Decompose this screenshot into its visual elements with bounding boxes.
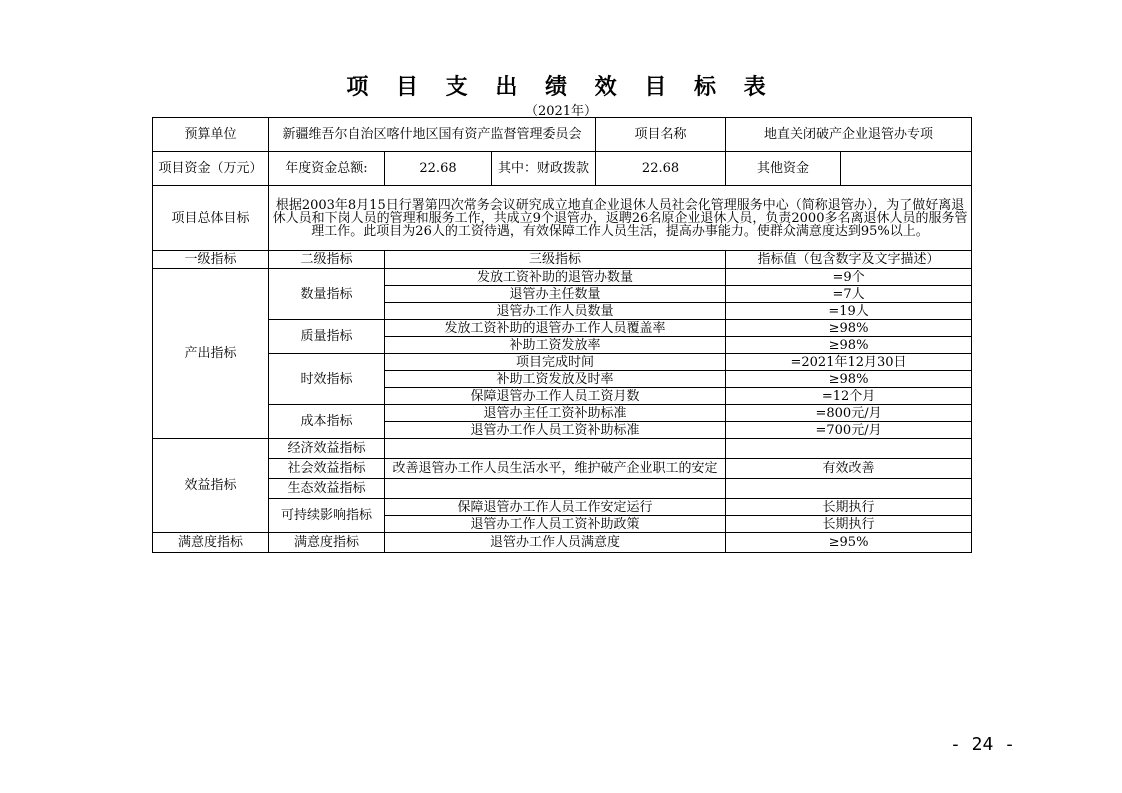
row-name: 项目完成时间	[385, 354, 726, 371]
row-value: ≥98%	[726, 337, 972, 354]
row-value: =19人	[726, 303, 972, 320]
row-name: 发放工资补助的退管办工作人员覆盖率	[385, 320, 726, 337]
page-number: - 24 -	[950, 734, 1016, 755]
group-satisfaction: 满意度指标	[153, 533, 269, 553]
performance-target-table	[152, 117, 972, 553]
row-value: ≥98%	[726, 320, 972, 337]
level2-sustainable: 可持续影响指标	[269, 499, 385, 533]
header-level3: 三级指标	[385, 251, 726, 269]
goal-label: 项目总体目标	[153, 186, 269, 251]
level2-satisfaction: 满意度指标	[269, 533, 385, 553]
table-row	[153, 354, 972, 371]
table-row	[153, 533, 972, 553]
row-value: ≥98%	[726, 371, 972, 388]
row-name	[385, 439, 726, 459]
table-row	[153, 479, 972, 499]
year-label: （2021年）	[524, 104, 598, 119]
project-name-label: 项目名称	[596, 118, 726, 152]
budget-unit-label: 预算单位	[153, 118, 269, 152]
table-row	[153, 320, 972, 337]
row-name: 发放工资补助的退管办数量	[385, 269, 726, 286]
row-value: 长期执行	[726, 499, 972, 516]
header-level2: 二级指标	[269, 251, 385, 269]
other-funds-value	[841, 152, 972, 186]
table-row	[153, 269, 972, 286]
row-value	[726, 479, 972, 499]
budget-unit-row	[153, 118, 972, 152]
row-name: 保障退管办工作人员工作安定运行	[385, 499, 726, 516]
budget-unit-value: 新疆维吾尔自治区喀什地区国有资产监督管理委员会	[269, 118, 596, 152]
other-funds-label: 其他资金	[726, 152, 841, 186]
annual-total-label: 年度资金总额:	[269, 152, 385, 186]
funds-row	[153, 152, 972, 186]
row-value: ≥95%	[726, 533, 972, 553]
row-name: 退管办工作人员满意度	[385, 533, 726, 553]
table-row	[153, 405, 972, 422]
header-level1: 一级指标	[153, 251, 269, 269]
level2-quality: 质量指标	[269, 320, 385, 354]
level2-timeliness: 时效指标	[269, 354, 385, 405]
page-title: 项 目 支 出 绩 效 目 标 表	[346, 75, 776, 100]
table-row	[153, 459, 972, 479]
row-name: 退管办工作人员工资补助标准	[385, 422, 726, 439]
row-value: 长期执行	[726, 516, 972, 533]
header-value: 指标值（包含数字及文字描述）	[726, 251, 972, 269]
annual-total-value: 22.68	[385, 152, 492, 186]
level2-social: 社会效益指标	[269, 459, 385, 479]
project-name-value: 地直关闭破产企业退管办专项	[726, 118, 972, 152]
row-name: 退管办工作人员数量	[385, 303, 726, 320]
row-name: 退管办主任工资补助标准	[385, 405, 726, 422]
row-name: 保障退管办工作人员工资月数	[385, 388, 726, 405]
row-value: 有效改善	[726, 459, 972, 479]
level2-quantity: 数量指标	[269, 269, 385, 320]
row-value: =700元/月	[726, 422, 972, 439]
row-value: =2021年12月30日	[726, 354, 972, 371]
header-row	[153, 251, 972, 269]
group-benefit: 效益指标	[153, 439, 269, 533]
row-name: 改善退管办工作人员生活水平，维护破产企业职工的安定	[385, 459, 726, 479]
row-value: =12个月	[726, 388, 972, 405]
fiscal-value: 22.68	[596, 152, 726, 186]
row-value: =7人	[726, 286, 972, 303]
table-row	[153, 439, 972, 459]
row-value: =9个	[726, 269, 972, 286]
row-value: =800元/月	[726, 405, 972, 422]
goal-text: 根据2003年8月15日行署第四次常务会议研究成立地直企业退休人员社会化管理服务中心（简称退管办），为了做好离退休人员和下岗人员的管理和服务工作，共成立9个退管办，返聘26名原企业退休人员，负责2000多名离退休人员的服务管理工作。此项目为26人的工资待遇，有效保障工作人员生活，提高办事能力。使群众满意度达到95%以上。	[269, 186, 972, 251]
fiscal-label: 其中：财政拨款	[492, 152, 596, 186]
row-name: 退管办主任数量	[385, 286, 726, 303]
row-name: 补助工资发放率	[385, 337, 726, 354]
level2-ecological: 生态效益指标	[269, 479, 385, 499]
level2-economic: 经济效益指标	[269, 439, 385, 459]
level2-cost: 成本指标	[269, 405, 385, 439]
group-output: 产出指标	[153, 269, 269, 439]
goal-row	[153, 186, 972, 251]
table-row	[153, 499, 972, 516]
row-name: 退管办工作人员工资补助政策	[385, 516, 726, 533]
row-value	[726, 439, 972, 459]
row-name	[385, 479, 726, 499]
row-name: 补助工资发放及时率	[385, 371, 726, 388]
funds-label: 项目资金（万元）	[153, 152, 269, 186]
